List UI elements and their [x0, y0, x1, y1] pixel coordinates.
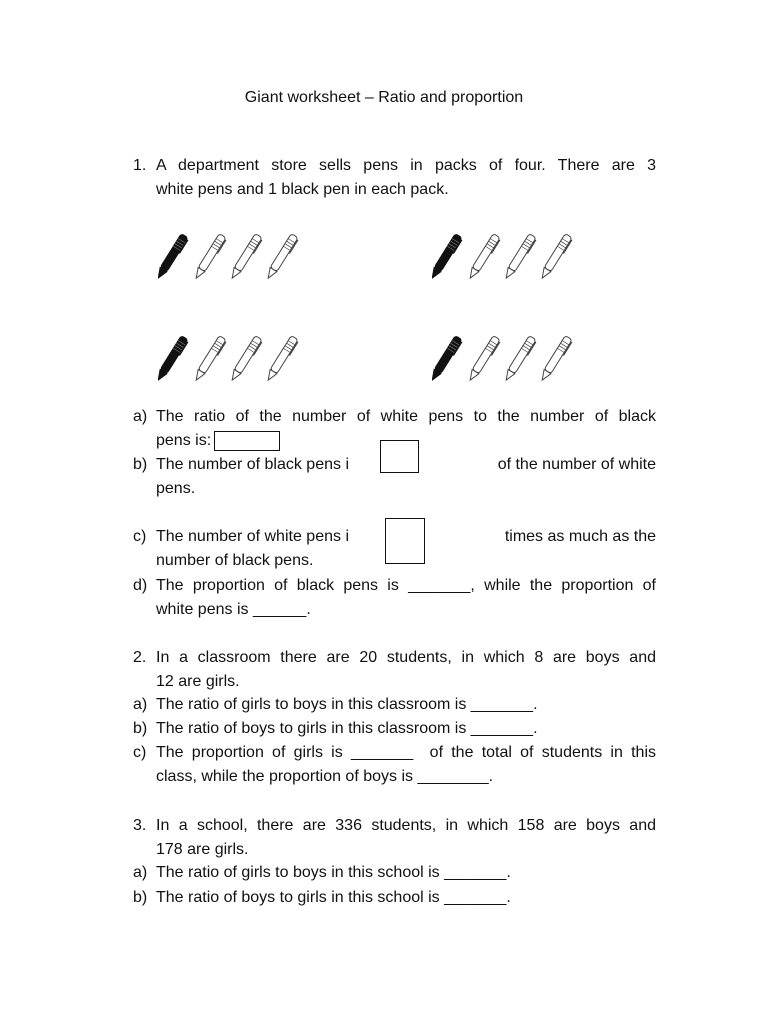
white-pen-icon — [467, 234, 501, 281]
black-pen-icon — [158, 234, 189, 281]
q1d-line2: white pens is ______. — [156, 601, 311, 618]
q1-number: 1. — [133, 157, 147, 174]
q1-intro — [156, 154, 656, 202]
q3b-label: b) — [133, 889, 148, 906]
q3b-line: The ratio of boys to girls in this school is _______. — [156, 889, 511, 906]
q3-intro — [156, 814, 656, 862]
q3a-text — [156, 861, 656, 885]
q2c-text — [156, 741, 656, 789]
q1a-label: a) — [133, 408, 148, 425]
q3a-label: a) — [133, 864, 148, 881]
q2b-line: The ratio of boys to girls in this classroom is _______. — [156, 720, 538, 737]
q2b-label: b) — [133, 720, 148, 737]
white-pen-icon — [193, 336, 227, 383]
pen-pack-1 — [158, 226, 308, 286]
white-pen-icon — [265, 336, 299, 383]
q1d-text — [156, 574, 656, 622]
pen-pack-3 — [158, 328, 308, 388]
q1c-answer-box[interactable] — [385, 518, 425, 564]
q1c-line1-left: The number of white pens i — [156, 528, 349, 545]
q3-intro-line1: In a school, there are 336 students, in which 158 are boys and — [156, 817, 656, 834]
pen-pack-4-image — [432, 328, 582, 388]
pen-pack-3-image — [158, 328, 308, 388]
q3b-text — [156, 886, 656, 910]
white-pen-icon — [467, 336, 501, 383]
q1a-answer-box[interactable] — [214, 431, 280, 451]
q1a-line2: pens is: — [156, 432, 212, 449]
q2b-text — [156, 717, 656, 741]
black-pen-icon — [158, 336, 189, 383]
white-pen-icon — [229, 234, 263, 281]
pen-pack-2-image — [432, 226, 582, 286]
q1b-line1-left: The number of black pens i — [156, 456, 349, 473]
q1d-label: d) — [133, 577, 148, 594]
q3a-line: The ratio of girls to boys in this school is _______. — [156, 864, 511, 881]
q2-intro-line1: In a classroom there are 20 students, in which 8 are boys and — [156, 649, 656, 666]
q1c-label: c) — [133, 528, 147, 545]
pen-pack-4 — [432, 328, 582, 388]
q2-intro-line2: 12 are girls. — [156, 673, 240, 690]
white-pen-icon — [265, 234, 299, 281]
white-pen-icon — [503, 336, 537, 383]
q2c-label: c) — [133, 744, 147, 761]
white-pen-icon — [539, 234, 573, 281]
q1-intro-line1: A department store sells pens in packs of four. There are 3 — [156, 157, 656, 174]
q3-intro-line2: 178 are girls. — [156, 841, 249, 858]
white-pen-icon — [503, 234, 537, 281]
white-pen-icon — [539, 336, 573, 383]
q3-number: 3. — [133, 817, 147, 834]
q2a-text — [156, 693, 656, 717]
q1-intro-line2: white pens and 1 black pen in each pack. — [156, 181, 449, 198]
q2c-line2: class, while the proportion of boys is ________. — [156, 768, 494, 785]
white-pen-icon — [193, 234, 227, 281]
black-pen-icon — [432, 234, 463, 281]
q1b-line1-right: of the number of white — [497, 456, 656, 473]
q2-intro — [156, 646, 656, 694]
q1b-line2: pens. — [156, 480, 196, 497]
white-pen-icon — [229, 336, 263, 383]
black-pen-icon — [432, 336, 463, 383]
q2c-line1: The proportion of girls is _______ of the total of students in this — [156, 744, 656, 761]
q2-number: 2. — [133, 649, 147, 666]
q2a-label: a) — [133, 696, 148, 713]
pen-pack-2 — [432, 226, 582, 286]
worksheet-title: Giant worksheet – Ratio and proportion — [244, 89, 524, 106]
q1a-line1: The ratio of the number of white pens to the number of black — [156, 408, 656, 425]
pen-pack-1-image — [158, 226, 308, 286]
q1c-line1-right: times as much as the — [504, 528, 656, 545]
q2a-line: The ratio of girls to boys in this classroom is _______. — [156, 696, 538, 713]
q1b-label: b) — [133, 456, 148, 473]
q1b-answer-box[interactable] — [380, 440, 419, 473]
q1d-line1: The proportion of black pens is _______, while the proportion of — [156, 577, 656, 594]
q1c-line2: number of black pens. — [156, 552, 314, 569]
